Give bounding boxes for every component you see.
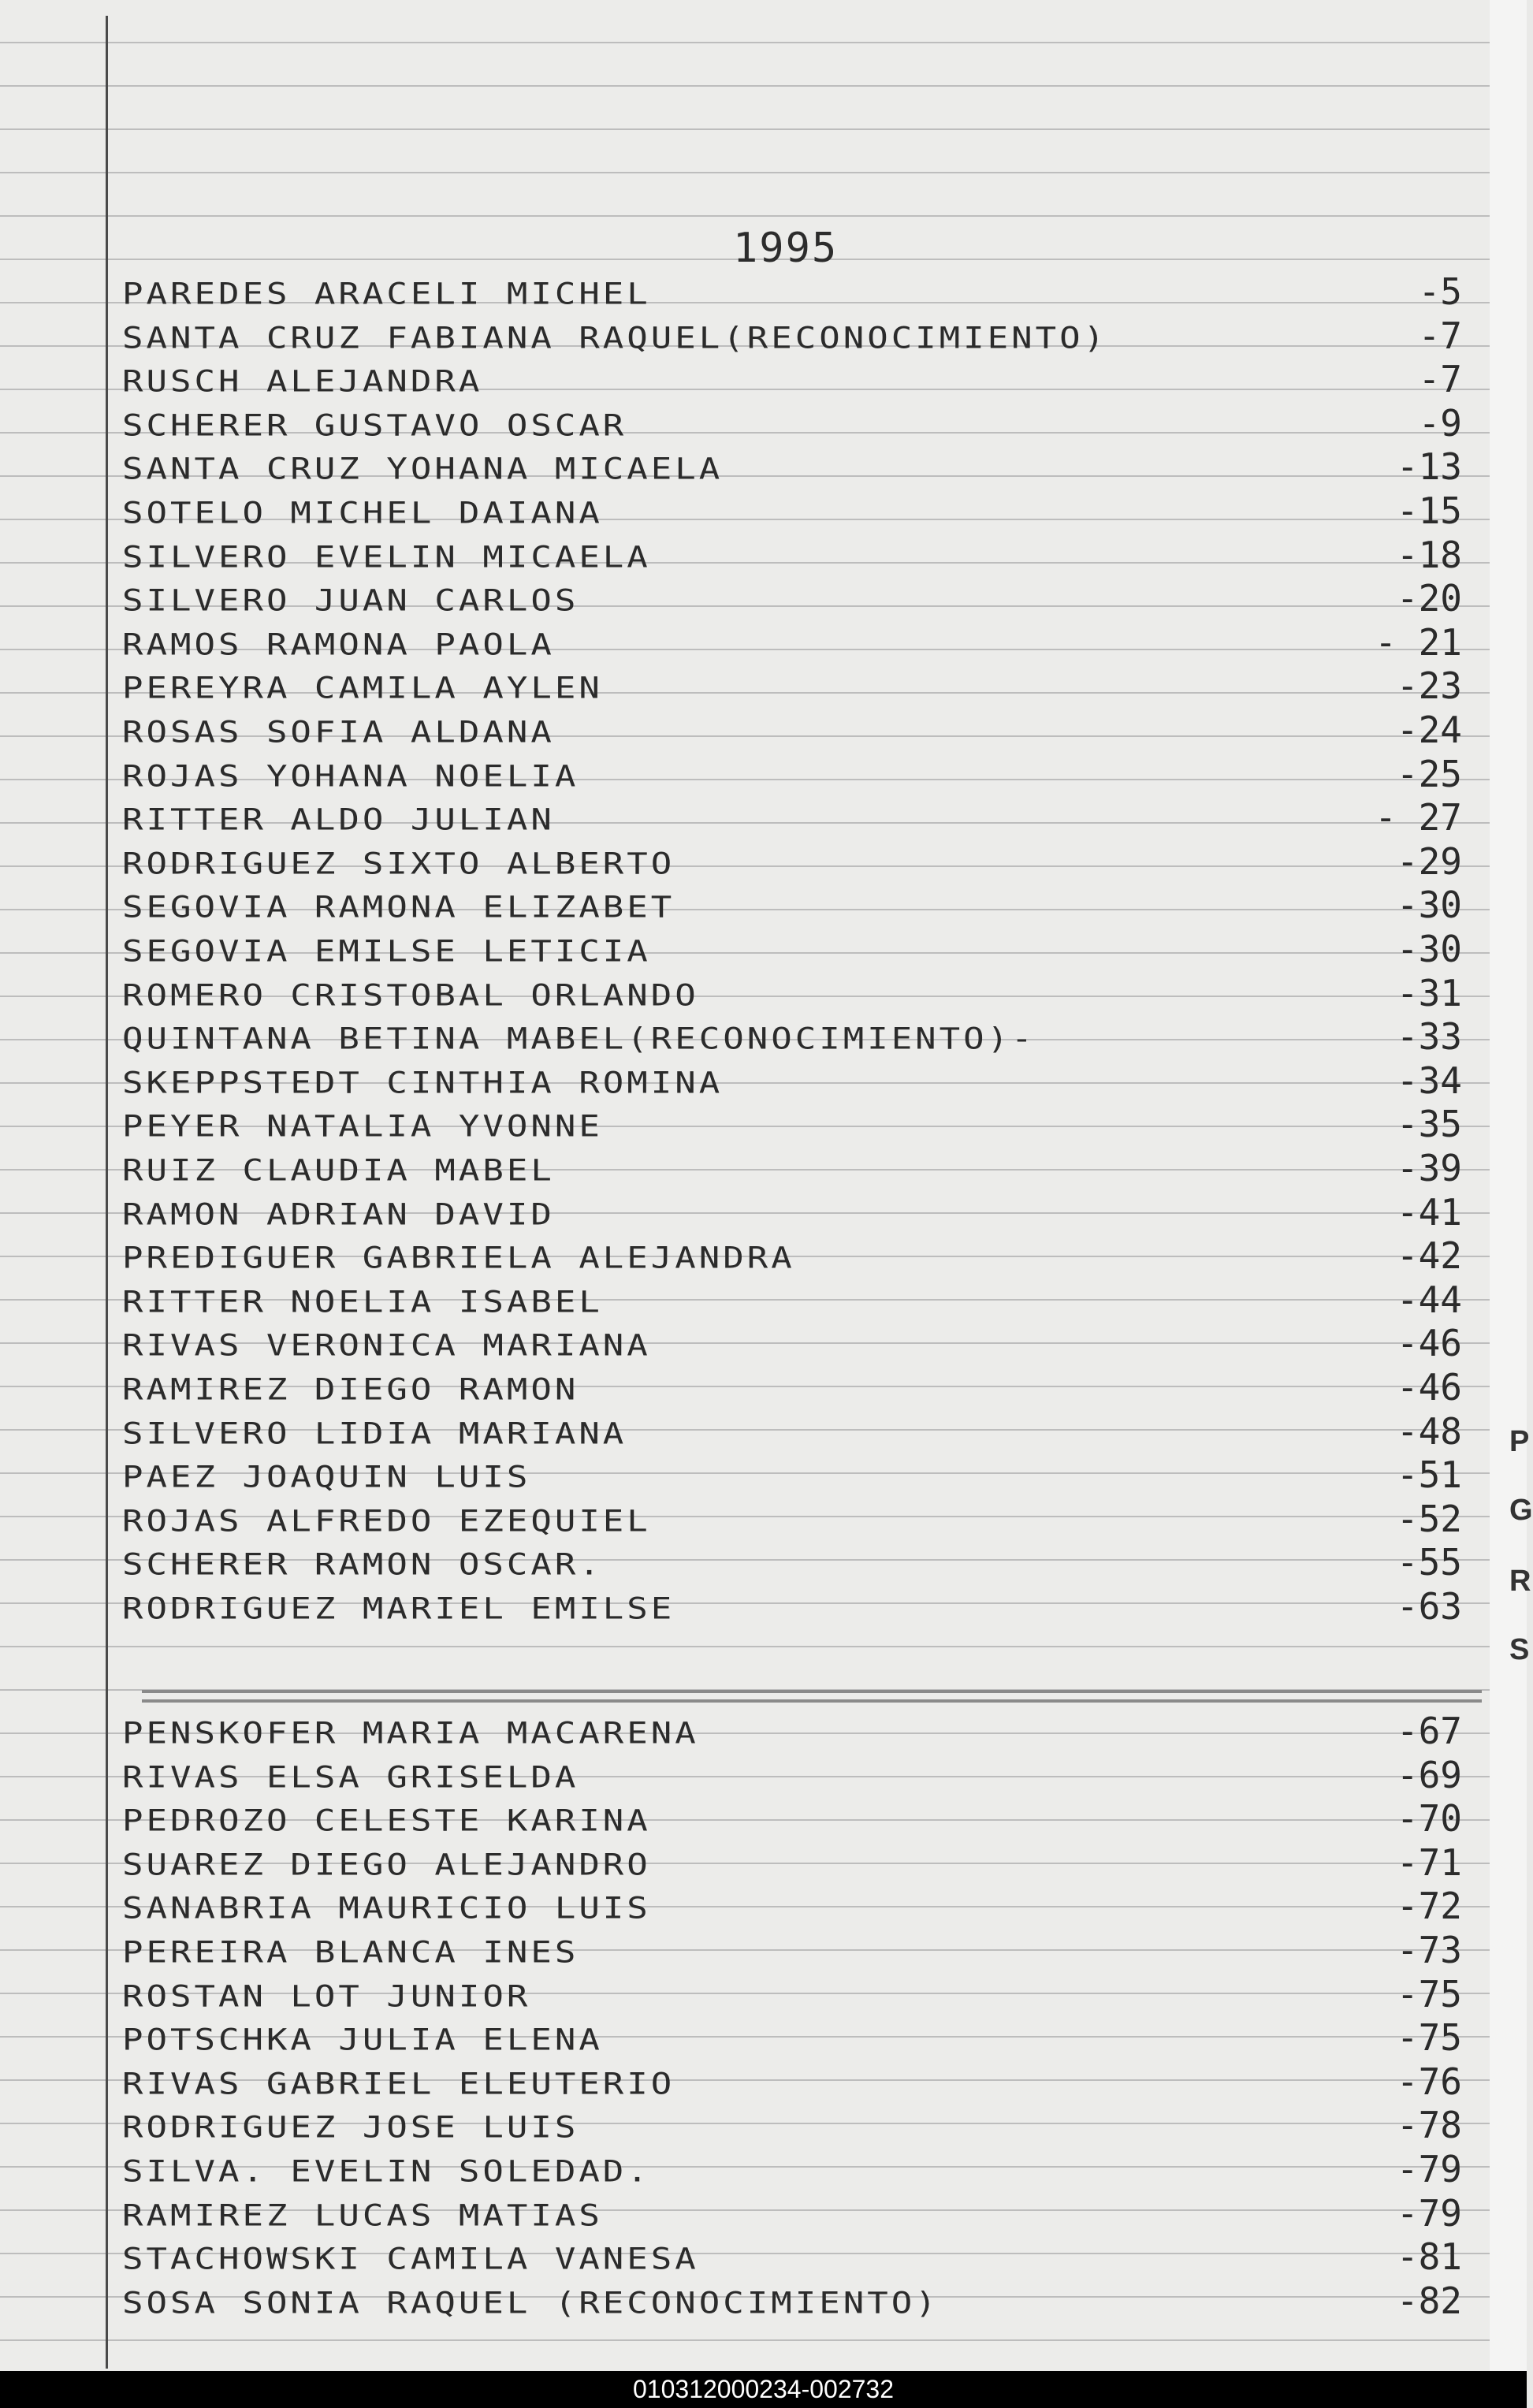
person-name: RAMIREZ DIEGO RAMON xyxy=(122,1372,579,1407)
entry-number: -25 xyxy=(1396,752,1462,795)
person-name: SANABRIA MAURICIO LUIS xyxy=(122,1891,651,1926)
entry-number: -41 xyxy=(1396,1190,1462,1234)
entry-number: -73 xyxy=(1396,1929,1462,1971)
person-name: SOTELO MICHEL DAIANA xyxy=(122,496,603,530)
list-item xyxy=(122,2235,1462,2280)
entry-number: -75 xyxy=(1396,1972,1462,2015)
person-name: PEREYRA CAMILA AYLEN xyxy=(122,671,603,706)
person-name: SKEPPSTEDT CINTHIA ROMINA xyxy=(122,1066,724,1100)
entry-number: -72 xyxy=(1396,1885,1462,1928)
entry-number: -7 xyxy=(1418,314,1462,357)
person-name: SCHERER RAMON OSCAR. xyxy=(122,1547,603,1583)
list-item xyxy=(122,2106,1462,2149)
side-letter: S xyxy=(1509,1633,1530,1666)
list-item xyxy=(122,1931,1462,1974)
list-item xyxy=(122,1840,1462,1886)
list-item xyxy=(122,664,1462,709)
entry-number: -7 xyxy=(1418,358,1462,401)
person-name: ROJAS ALFREDO EZEQUIEL xyxy=(122,1504,651,1539)
entry-number: -78 xyxy=(1396,2104,1462,2147)
entry-number: -35 xyxy=(1396,1103,1462,1146)
person-name: ROMERO CRISTOBAL ORLANDO xyxy=(122,978,699,1013)
list-item xyxy=(122,1587,1462,1630)
person-name: RODRIGUEZ JOSE LUIS xyxy=(122,2110,579,2146)
year-heading: 1995 xyxy=(733,225,839,272)
list-item xyxy=(122,1972,1462,2018)
person-name: PEYER NATALIA YVONNE xyxy=(122,1109,603,1144)
list-item xyxy=(122,1799,1462,1842)
list-item xyxy=(122,971,1462,1017)
person-name: ROSAS SOFIA ALDANA xyxy=(122,715,555,750)
side-letter: G xyxy=(1509,1494,1533,1527)
person-name: RIVAS VERONICA MARIANA xyxy=(122,1328,651,1364)
list-item xyxy=(122,533,1462,579)
entry-number: -13 xyxy=(1396,445,1462,489)
person-name: RITTER ALDO JULIAN xyxy=(122,802,555,838)
list-item xyxy=(122,798,1462,841)
list-item xyxy=(122,445,1462,490)
list-item xyxy=(122,1278,1462,1323)
person-name: RUSCH ALEJANDRA xyxy=(122,364,483,400)
person-name: SANTA CRUZ YOHANA MICAELA xyxy=(122,452,724,487)
entry-number: -33 xyxy=(1396,1015,1462,1059)
person-name: PAREDES ARACELI MICHEL xyxy=(122,277,651,311)
entry-number: -44 xyxy=(1396,1278,1462,1321)
list-item xyxy=(122,314,1462,359)
list-item xyxy=(122,1453,1462,1498)
person-name: RITTER NOELIA ISABEL xyxy=(122,1285,603,1319)
list-item xyxy=(122,1234,1462,1279)
list-item xyxy=(122,1015,1462,1060)
list-item xyxy=(122,1887,1462,1930)
side-letter: P xyxy=(1509,1425,1530,1458)
person-name: RUIZ CLAUDIA MABEL xyxy=(122,1153,555,1188)
person-name: PEREIRA BLANCA INES xyxy=(122,1935,579,1970)
person-name: RIVAS GABRIEL ELEUTERIO xyxy=(122,2067,675,2101)
entry-number: -63 xyxy=(1396,1585,1462,1628)
person-name: RAMIREZ LUCAS MATIAS xyxy=(122,2198,603,2233)
person-name: SILVERO JUAN CARLOS xyxy=(122,583,579,619)
entry-number: -55 xyxy=(1396,1541,1462,1584)
list-item xyxy=(122,2191,1462,2237)
entry-number: -71 xyxy=(1396,1840,1462,1884)
list-item xyxy=(122,930,1462,973)
entry-number: -76 xyxy=(1396,2060,1462,2103)
entry-number: -75 xyxy=(1396,2016,1462,2060)
entry-number: -30 xyxy=(1396,928,1462,970)
entry-number: -23 xyxy=(1396,664,1462,708)
entry-number: -51 xyxy=(1396,1453,1462,1497)
list-item xyxy=(122,579,1462,622)
person-name: PEDROZO CELESTE KARINA xyxy=(122,1803,651,1839)
footer-code: 010312000234-002732 xyxy=(0,2371,1527,2408)
list-item xyxy=(122,620,1462,666)
person-name: RIVAS ELSA GRISELDA xyxy=(122,1760,579,1795)
adjacent-page-edge xyxy=(1490,0,1530,2371)
entry-number: -31 xyxy=(1396,971,1462,1014)
person-name: PREDIGUER GABRIELA ALEJANDRA xyxy=(122,1241,795,1276)
person-name: SUAREZ DIEGO ALEJANDRO xyxy=(122,1848,651,1882)
list-item xyxy=(122,711,1462,754)
list-item xyxy=(122,1190,1462,1236)
list-item xyxy=(122,1368,1462,1411)
entry-number: -52 xyxy=(1396,1497,1462,1540)
person-name: SILVA. EVELIN SOLEDAD. xyxy=(122,2154,651,2189)
list-item xyxy=(122,1324,1462,1367)
entry-number: -46 xyxy=(1396,1322,1462,1365)
person-name: STACHOWSKI CAMILA VANESA xyxy=(122,2242,699,2277)
entry-number: -34 xyxy=(1396,1059,1462,1102)
person-name: SCHERER GUSTAVO OSCAR xyxy=(122,408,627,443)
list-item xyxy=(122,839,1462,885)
entry-number: -69 xyxy=(1396,1753,1462,1796)
person-name: RODRIGUEZ SIXTO ALBERTO xyxy=(122,847,675,881)
person-name: RAMOS RAMONA PAOLA xyxy=(122,627,555,662)
list-item xyxy=(122,1712,1462,1755)
person-name: PAEZ JOAQUIN LUIS xyxy=(122,1460,531,1495)
list-item xyxy=(122,1753,1462,1799)
person-name: SILVERO LIDIA MARIANA xyxy=(122,1416,627,1451)
list-item xyxy=(122,1543,1462,1586)
entry-number: -79 xyxy=(1396,2191,1462,2235)
person-name: RODRIGUEZ MARIEL EMILSE xyxy=(122,1591,675,1626)
entry-number: -48 xyxy=(1396,1409,1462,1453)
list-item xyxy=(122,1409,1462,1455)
person-name: ROSTAN LOT JUNIOR xyxy=(122,1979,531,2014)
person-name: SEGOVIA RAMONA ELIZABET xyxy=(122,890,675,925)
person-name: SOSA SONIA RAQUEL (RECONOCIMIENTO) xyxy=(122,2286,940,2321)
list-item xyxy=(122,2150,1462,2193)
list-item xyxy=(122,1105,1462,1148)
list-item xyxy=(122,1149,1462,1192)
entry-number: -82 xyxy=(1396,2279,1462,2322)
entry-number: -24 xyxy=(1396,709,1462,751)
list-item xyxy=(122,270,1462,315)
section-divider xyxy=(142,1690,1482,1707)
side-letter: R xyxy=(1509,1565,1531,1598)
entry-number: -9 xyxy=(1418,401,1462,445)
list-item xyxy=(122,2279,1462,2324)
entry-number: -29 xyxy=(1396,839,1462,883)
entry-number: -81 xyxy=(1396,2235,1462,2279)
entry-number: -30 xyxy=(1396,884,1462,927)
entry-number: -20 xyxy=(1396,577,1462,620)
entry-number: -46 xyxy=(1396,1366,1462,1409)
list-item xyxy=(122,360,1462,403)
list-item xyxy=(122,752,1462,798)
entry-number: - 21 xyxy=(1375,620,1462,664)
list-item xyxy=(122,2016,1462,2061)
entry-number: -67 xyxy=(1396,1710,1462,1752)
entry-number: -79 xyxy=(1396,2148,1462,2190)
entry-number: -5 xyxy=(1418,270,1462,313)
entry-number: -15 xyxy=(1396,489,1462,532)
person-name: SANTA CRUZ FABIANA RAQUEL(RECONOCIMIENTO) xyxy=(122,321,1108,355)
list-item xyxy=(122,1497,1462,1543)
person-name: PENSKOFER MARIA MACARENA xyxy=(122,1716,699,1751)
entry-number: -18 xyxy=(1396,533,1462,576)
list-item xyxy=(122,1059,1462,1104)
entry-number: -42 xyxy=(1396,1234,1462,1278)
person-name: POTSCHKA JULIA ELENA xyxy=(122,2023,603,2058)
list-item xyxy=(122,401,1462,447)
list-item xyxy=(122,489,1462,534)
person-name: ROJAS YOHANA NOELIA xyxy=(122,759,579,794)
list-item xyxy=(122,2060,1462,2105)
entry-number: -39 xyxy=(1396,1147,1462,1189)
entry-number: -70 xyxy=(1396,1797,1462,1840)
person-name: SILVERO EVELIN MICAELA xyxy=(122,540,651,575)
person-name: SEGOVIA EMILSE LETICIA xyxy=(122,934,651,969)
person-name: QUINTANA BETINA MABEL(RECONOCIMIENTO)- xyxy=(122,1022,1036,1057)
person-name: RAMON ADRIAN DAVID xyxy=(122,1197,555,1232)
entry-number: - 27 xyxy=(1375,796,1462,839)
list-item xyxy=(122,886,1462,929)
